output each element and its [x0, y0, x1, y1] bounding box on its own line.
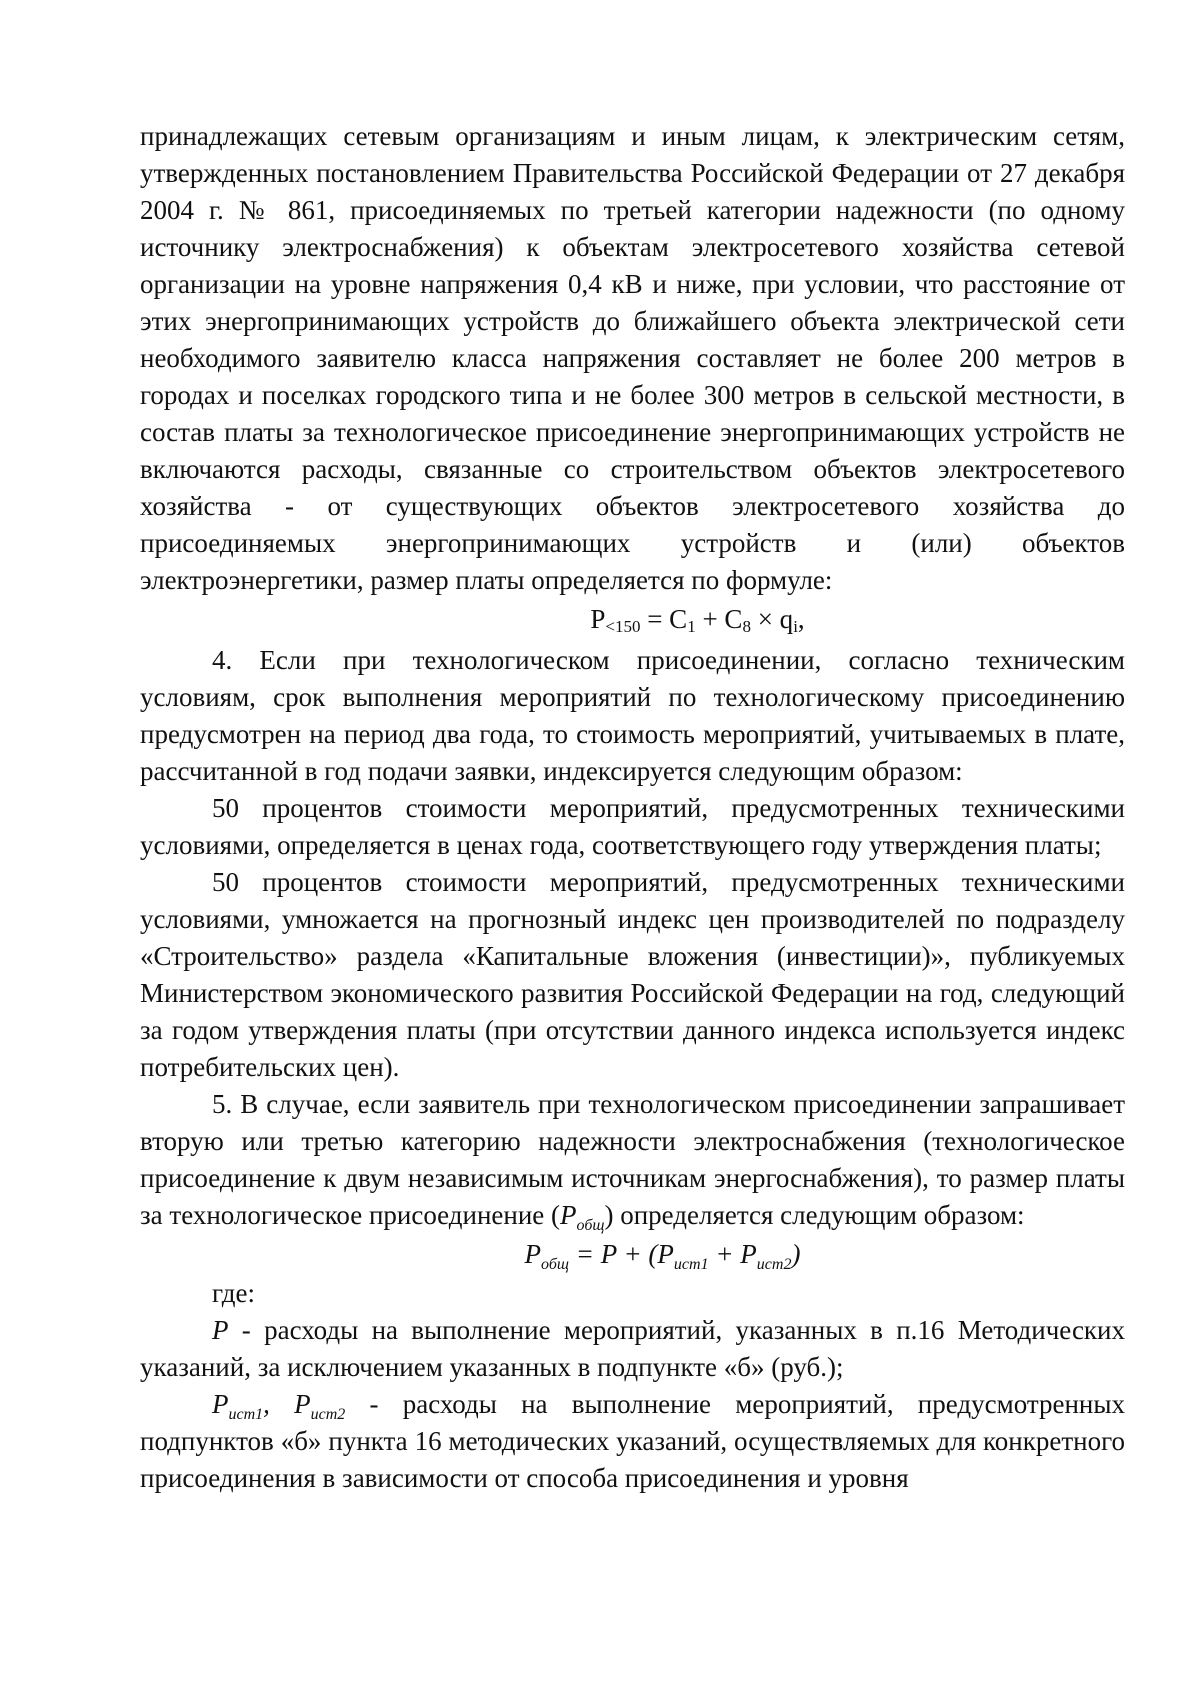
- paragraph-4-item-a: 50 процентов стоимости мероприятий, предусмотренных техническими условиями, определяется в ценах года, соответствующего году утверждения платы;: [140, 793, 1125, 860]
- document-page: [140, 118, 1125, 1497]
- paragraph-4-item-b: 50 процентов стоимости мероприятий, предусмотренных техническими условиями, умножается на прогнозный индекс цен производителей по подразделу «Строительство» раздела «Капитальные вложения (инвестиции)», публикуемых Министерством экономического развития Российской Федерации на год, следующий за годом утверждения платы (при отсутствии данного индекса используется индекс потребительских цен).: [140, 867, 1125, 1082]
- paragraph-5: 5. В случае, если заявитель при технологическом присоединении запрашивает вторую или третью категорию надежности электроснабжения (технологическое присоединение к двум независимым источникам энергоснабжения), то размер платы за технологическое присоединение $(P_{общ})$ определяется следующим образом:: [140, 1089, 1125, 1234]
- paragraph-4: 4. Если при технологическом присоединении, согласно техническим условиям, срок выполнения мероприятий по технологическому присоединению предусмотрен на период два года, то стоимость мероприятий, учитываемых в плате, рассчитанной в год подачи заявки, индексируется следующим образом:: [140, 645, 1125, 786]
- formula-p-obsh: $P_{общ} = P + (P_{ист1} + P_{ист2})$: [524, 1239, 801, 1273]
- definition-p: P - расходы на выполнение мероприятий, указанных в п.16 Методических указаний, за исключением указанных в подпункте «б» (руб.);: [140, 1315, 1125, 1382]
- paragraph-continuation: принадлежащих сетевым организациям и иным лицам, к электрическим сетям, утвержденных постановлением Правительства Российской Федерации от 27 декабря 2004 г. № 861, присоединяемых по третьей категории надежности (по одному источнику электроснабжения) к объектам электросетевого хозяйства сетевой организации на уровне напряжения 0,4 кВ и ниже, при условии, что расстояние от этих энергопринимающих устройств до ближайшего объекта электрической сети необходимого заявителю класса напряжения составляет не более 200 метров в городах и поселках городского типа и не более 300 метров в сельской местности, в состав платы за технологическое присоединение энергопринимающих устройств не включаются расходы, связанные со строительством объектов электросетевого хозяйства - от существующих объектов электросетевого хозяйства до присоединяемых энергопринимающих устройств и (или) объектов электроэнергетики, размер платы определяется по формуле:: [140, 121, 1125, 595]
- definition-p-ist: $P_{ист1}$, $P_{ист2}$ - расходы на выполнение мероприятий, предусмотренных подпунктов «б» пункта 16 методических указаний, осуществляемых для конкретного присоединения в зависимости от способа присоединения и уровня: [140, 1389, 1125, 1493]
- formula-p-less-150: $P_{<150} = C_1 + C_8 \times q_i$,: [590, 604, 805, 636]
- where-label: где:: [212, 1278, 255, 1308]
